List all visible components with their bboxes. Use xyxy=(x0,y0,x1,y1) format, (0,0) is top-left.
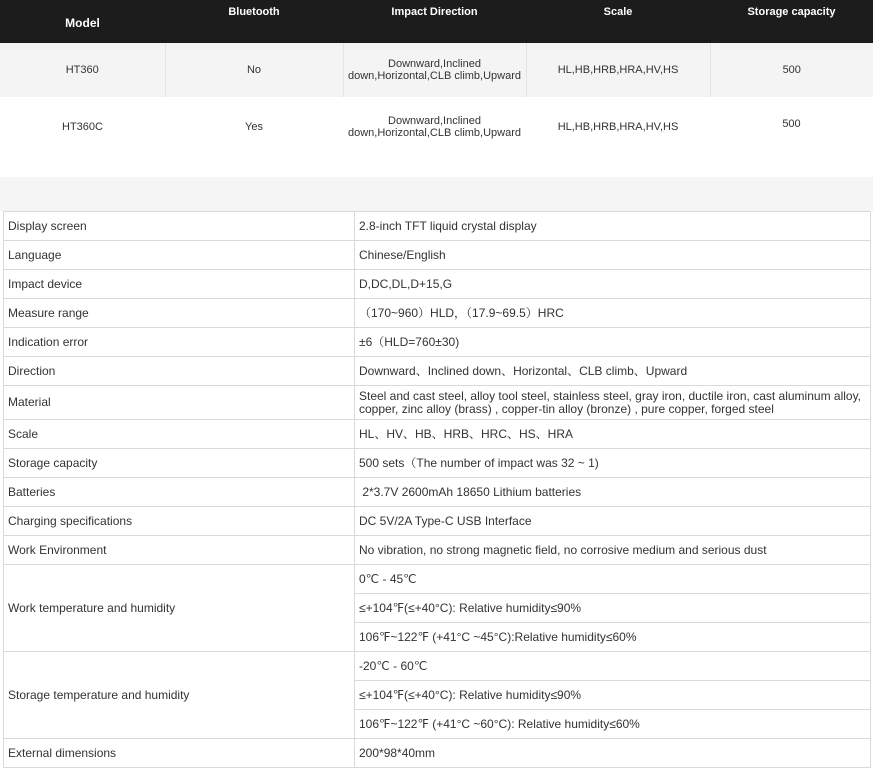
spec-label: Impact device xyxy=(4,270,355,299)
header-scale: Scale xyxy=(526,0,710,43)
spec-label: Language xyxy=(4,241,355,270)
spec-value: DC 5V/2A Type-C USB Interface xyxy=(355,507,871,536)
header-storage-capacity: Storage capacity xyxy=(710,0,873,43)
spec-label: Scale xyxy=(4,420,355,449)
comparison-header-row xyxy=(0,0,873,43)
material-line-1: Steel and cast steel, alloy tool steel, stainless steel, gray iron, ductile iron, cast aluminum alloy, xyxy=(359,388,862,403)
spec-row xyxy=(4,449,871,478)
cell-storage: 500 xyxy=(710,43,873,97)
spec-label: Storage capacity xyxy=(4,449,355,478)
header-model: Model xyxy=(0,0,165,43)
cell-bluetooth: Yes xyxy=(165,97,343,157)
model-comparison-table xyxy=(0,0,873,157)
spec-value: 0℃ - 45℃ xyxy=(355,565,871,594)
table-row xyxy=(0,97,873,157)
spec-row xyxy=(4,507,871,536)
material-line-2: copper, zinc alloy (brass) , copper-tin alloy (bronze) , pure copper, forged steel xyxy=(359,401,774,416)
spec-value: 500 sets（The number of impact was 32 ~ 1) xyxy=(355,449,871,478)
spec-row xyxy=(4,212,871,241)
direction-line-1: Downward,Inclined xyxy=(388,115,481,127)
spec-label: Direction xyxy=(4,357,355,386)
spec-row xyxy=(4,299,871,328)
spec-value: 106℉~122℉ (+41°C ~60°C): Relative humidity≤60% xyxy=(355,710,871,739)
spec-row xyxy=(4,270,871,299)
spec-value: -20℃ - 60℃ xyxy=(355,652,871,681)
spec-label: Storage temperature and humidity xyxy=(4,652,355,739)
direction-line-2: down,Horizontal,CLB climb,Upward xyxy=(347,127,521,139)
spec-value: Chinese/English xyxy=(355,241,871,270)
spec-value: 2*3.7V 2600mAh 18650 Lithium batteries xyxy=(355,478,871,507)
cell-bluetooth: No xyxy=(165,43,343,97)
spec-value: D,DC,DL,D+15,G xyxy=(355,270,871,299)
spec-value: No vibration, no strong magnetic field, no corrosive medium and serious dust xyxy=(355,536,871,565)
spec-label: Material xyxy=(4,386,355,420)
cell-impact-direction xyxy=(343,43,526,97)
cell-scale: HL,HB,HRB,HRA,HV,HS xyxy=(526,97,710,157)
cell-scale: HL,HB,HRB,HRA,HV,HS xyxy=(526,43,710,97)
spec-row xyxy=(4,652,871,681)
spec-label: Work temperature and humidity xyxy=(4,565,355,652)
spec-value: ≤+104℉(≤+40°C): Relative humidity≤90% xyxy=(355,594,871,623)
direction-line-2: down,Horizontal,CLB climb,Upward xyxy=(347,70,521,82)
spec-label: Display screen xyxy=(4,212,355,241)
spec-row xyxy=(4,386,871,420)
spec-label: Charging specifications xyxy=(4,507,355,536)
spec-value: ±6（HLD=760±30) xyxy=(355,328,871,357)
table-row xyxy=(0,43,873,97)
spec-value: 106℉~122℉ (+41°C ~45°C):Relative humidity≤60% xyxy=(355,623,871,652)
spec-label: Measure range xyxy=(4,299,355,328)
spec-value: ≤+104℉(≤+40°C): Relative humidity≤90% xyxy=(355,681,871,710)
spec-value: 2.8-inch TFT liquid crystal display xyxy=(355,212,871,241)
specification-table xyxy=(3,211,871,768)
spec-value: Downward、Inclined down、Horizontal、CLB climb、Upward xyxy=(355,357,871,386)
spec-value xyxy=(355,386,871,420)
spec-row xyxy=(4,357,871,386)
spec-value: HL、HV、HB、HRB、HRC、HS、HRA xyxy=(355,420,871,449)
spec-row xyxy=(4,739,871,768)
spec-label: External dimensions xyxy=(4,739,355,768)
spec-label: Indication error xyxy=(4,328,355,357)
spec-row xyxy=(4,536,871,565)
section-divider-band xyxy=(0,177,873,211)
direction-line-1: Downward,Inclined xyxy=(388,58,481,70)
spec-row xyxy=(4,241,871,270)
cell-model: HT360C xyxy=(0,97,165,157)
section-gap xyxy=(0,157,873,177)
spec-label: Work Environment xyxy=(4,536,355,565)
spec-label: Batteries xyxy=(4,478,355,507)
cell-model: HT360 xyxy=(0,43,165,97)
cell-storage: 500 xyxy=(710,97,873,157)
spec-row xyxy=(4,328,871,357)
spec-value: （170~960）HLD，（17.9~69.5）HRC xyxy=(355,299,871,328)
cell-impact-direction xyxy=(343,97,526,157)
spec-value: 200*98*40mm xyxy=(355,739,871,768)
header-impact-direction: Impact Direction xyxy=(343,0,526,43)
spec-row xyxy=(4,420,871,449)
spec-row xyxy=(4,565,871,594)
header-bluetooth: Bluetooth xyxy=(165,0,343,43)
spec-row xyxy=(4,478,871,507)
